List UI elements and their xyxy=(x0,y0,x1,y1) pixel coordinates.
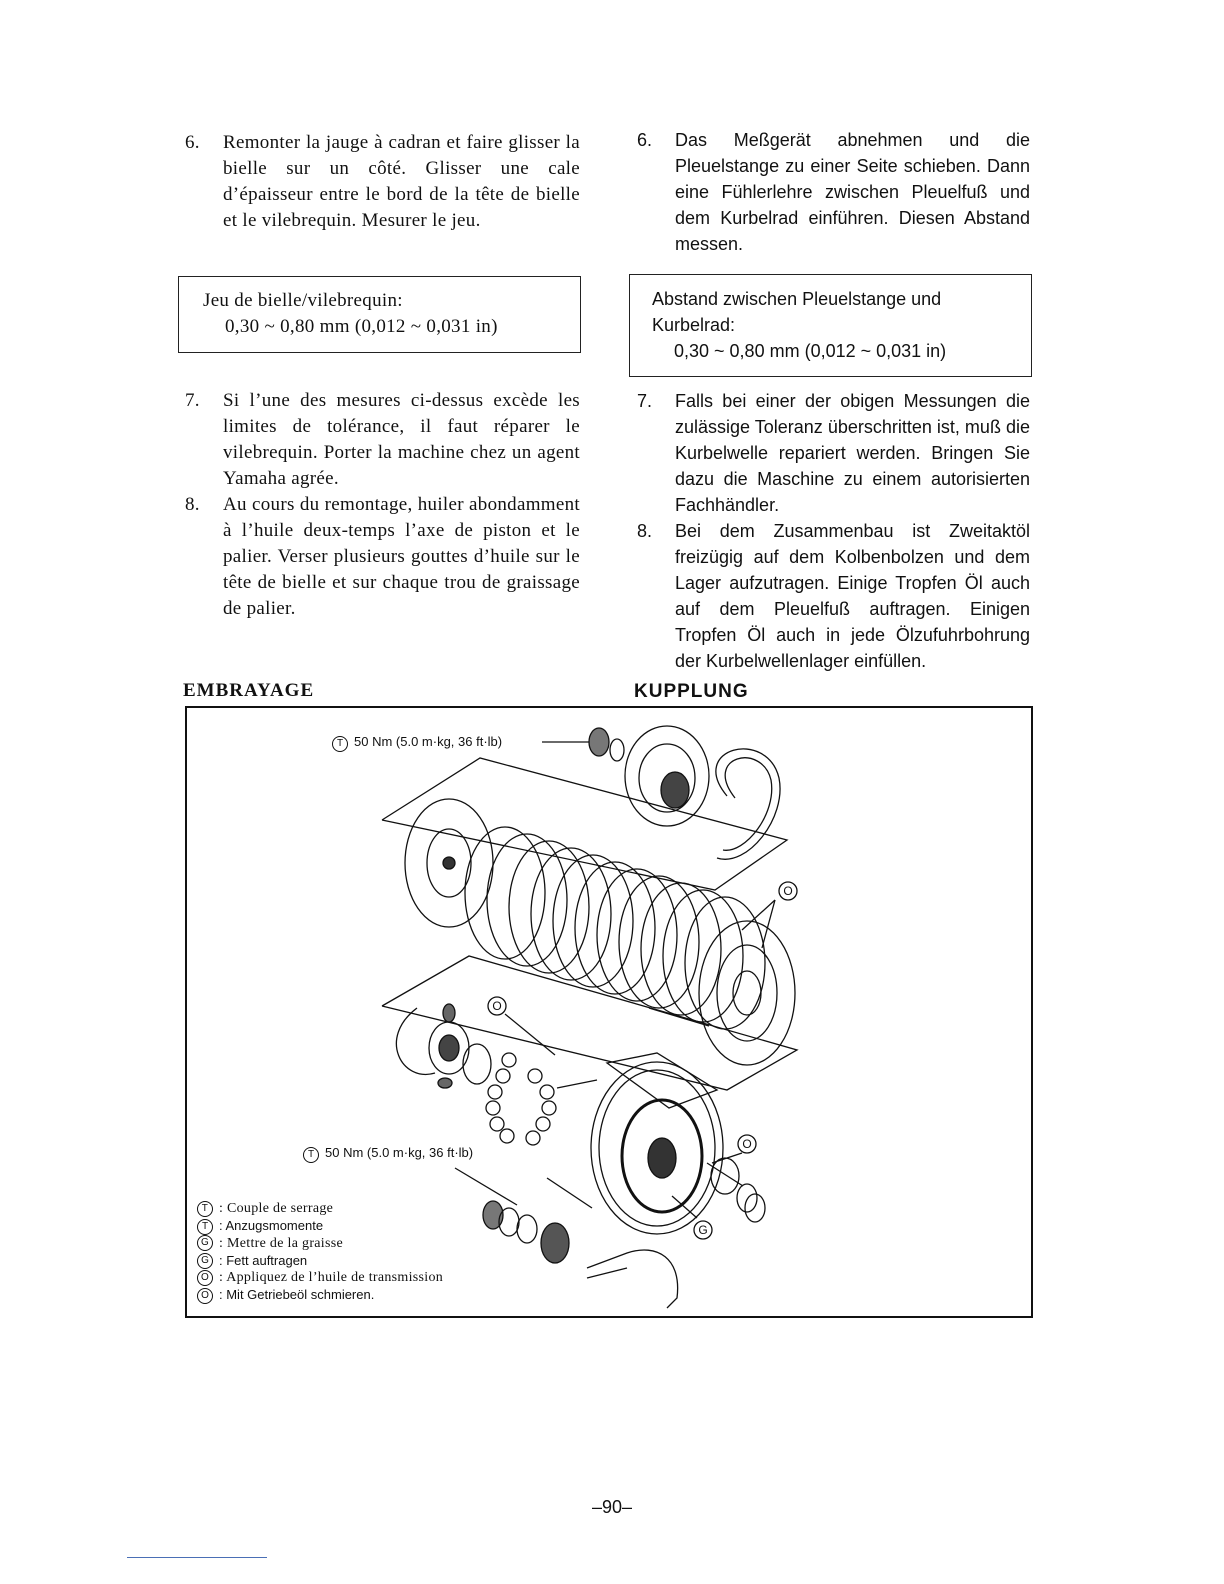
legend-item xyxy=(197,1235,443,1252)
de-step-8 xyxy=(637,518,1030,678)
legend xyxy=(197,1200,443,1304)
oil-symbol: O xyxy=(783,884,793,898)
grease-symbol: G xyxy=(197,1235,213,1251)
torque-spec-bottom xyxy=(303,1145,473,1163)
spec-value: 0,30 ~ 0,80 mm (0,012 ~ 0,031 in) xyxy=(674,341,947,361)
fr-spec-box xyxy=(178,276,581,353)
legend-text: : Fett auftragen xyxy=(219,1252,308,1268)
footer-rule xyxy=(127,1557,267,1558)
step-number: 6. xyxy=(185,132,200,153)
legend-text: : Appliquez de l’huile de transmission xyxy=(219,1270,444,1286)
torque-symbol: T xyxy=(197,1219,213,1235)
step-number: 8. xyxy=(185,494,200,515)
legend-text: : Anzugsmomente xyxy=(219,1218,324,1233)
torque-spec-top xyxy=(332,734,502,752)
legend-text: : Mit Getriebeöl schmieren. xyxy=(219,1287,375,1303)
fr-step-8 xyxy=(185,492,580,632)
legend-item xyxy=(197,1200,443,1217)
step-number: 8. xyxy=(637,521,653,541)
torque-symbol: T xyxy=(197,1201,213,1217)
oil-symbol: O xyxy=(197,1270,213,1286)
grease-symbol: G xyxy=(698,1223,708,1237)
step-text: Bei dem Zusammenbau ist Zweitaktöl freizügig auf dem Kolbenbolzen und dem Lager aufzutragen. Einige Tropfen Öl auch auf dem Pleuelfuß auftragen. Einigen Tropfen Öl auch in jede Ölzufuhrbohrung der Kurbelwellenlager einfüllen. xyxy=(675,521,1030,671)
step-number: 7. xyxy=(185,390,200,411)
torque-symbol: T xyxy=(303,1147,319,1163)
legend-item xyxy=(197,1252,443,1270)
step-number: 6. xyxy=(637,130,653,150)
step-number: 7. xyxy=(637,391,653,411)
torque-value: 50 Nm (5.0 m·kg, 36 ft·lb) xyxy=(354,734,503,749)
fr-step-6 xyxy=(185,130,580,240)
legend-item xyxy=(197,1286,443,1304)
de-section-heading: KUPPLUNG xyxy=(634,681,749,702)
step-text: Au cours du remontage, huiler abondamment à l’huile deux-temps l’axe de piston et le palier. Verser plusieurs gouttes d’huile sur le tête de bielle et sur chaque trou de graissage de palier. xyxy=(223,494,580,619)
step-text: Si l’une des mesures ci-dessus excède les limites de tolérance, il faut réparer le vilebrequin. Porter la machine chez un agent Yamaha agrée. xyxy=(223,390,580,489)
step-text: Remonter la jauge à cadran et faire glisser la bielle sur un côté. Glisser une cale d’épaisseur entre le bord de la tête de bielle et le vilebrequin. Mesurer le jeu. xyxy=(223,132,580,231)
spec-label: Jeu de bielle/vilebrequin: xyxy=(203,290,403,311)
legend-item xyxy=(197,1217,443,1235)
fr-step-7 xyxy=(185,388,580,498)
step-text: Das Meßgerät abnehmen und die Pleuelstange zu einer Seite schieben. Dann eine Fühlerlehre zwischen Pleuelfuß und dem Kurbelrad einführen. Diesen Abstand messen. xyxy=(675,130,1030,254)
legend-item xyxy=(197,1269,443,1286)
de-spec-box xyxy=(629,274,1032,377)
oil-symbol: O xyxy=(742,1137,752,1151)
step-text: Falls bei einer der obigen Messungen die zulässige Toleranz überschritten ist, muß die Kurbelwelle repariert werden. Bringen Sie dazu die Maschine zu einem autorisierten Fachhändler. xyxy=(675,391,1030,515)
spec-label: Abstand zwischen Pleuelstange und Kurbelrad: xyxy=(652,289,942,335)
torque-symbol: T xyxy=(332,736,348,752)
de-step-7 xyxy=(637,388,1030,523)
legend-text: : Couple de serrage xyxy=(219,1201,334,1216)
grease-symbol: G xyxy=(197,1253,213,1269)
de-step-6 xyxy=(637,127,1030,262)
oil-symbol: O xyxy=(197,1288,213,1304)
spec-value: 0,30 ~ 0,80 mm (0,012 ~ 0,031 in) xyxy=(225,316,498,337)
clutch-exploded-diagram xyxy=(185,706,1033,1318)
page-number: –90– xyxy=(591,1497,633,1517)
legend-text: : Mettre de la graisse xyxy=(219,1235,344,1251)
oil-symbol: O xyxy=(492,999,502,1013)
torque-value: 50 Nm (5.0 m·kg, 36 ft·lb) xyxy=(325,1145,474,1160)
fr-section-heading: EMBRAYAGE xyxy=(183,680,315,701)
